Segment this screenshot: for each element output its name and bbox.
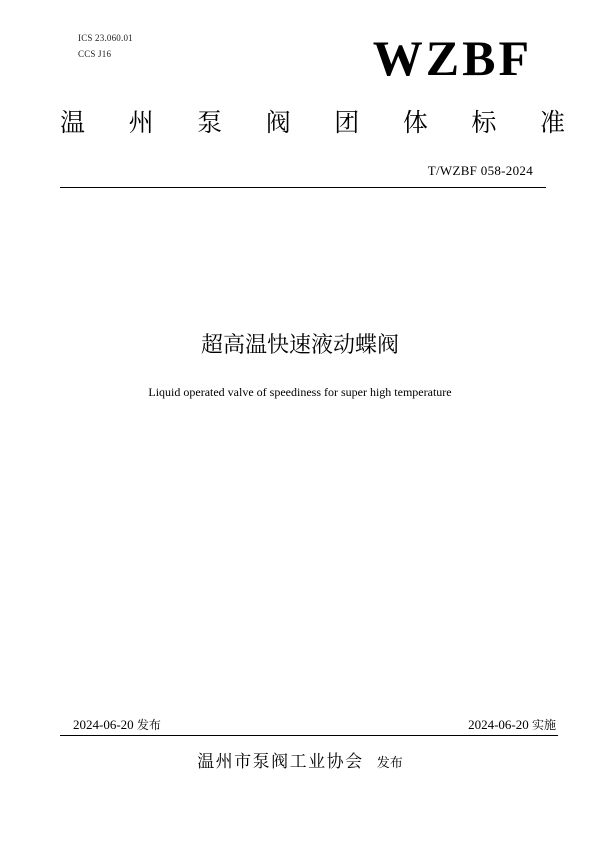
standard-type-char: 团 [334,108,360,137]
top-divider [60,187,546,188]
implement-date-line [468,716,556,734]
standard-logo: WZBF [372,30,532,86]
document-title-chinese: 超高温快速液动蝶阀 [200,333,399,358]
ccs-code: CCS J16 [78,49,112,59]
standard-type-char: 州 [128,108,154,137]
standard-type-char: 阀 [265,108,291,137]
standard-type-char: 温 [60,108,86,137]
standard-type-char: 体 [402,108,428,137]
standard-type-char: 泵 [197,108,223,137]
implement-label: 实施 [531,718,556,732]
bottom-divider [60,735,558,736]
publisher-action: 发布 [376,756,403,771]
publish-label: 发布 [136,718,161,732]
publish-date: 2024-06-20 [73,717,134,732]
publisher-name: 温州市泵阀工业协会 [197,752,364,772]
ics-code: ICS 23.060.01 [78,33,133,43]
publish-date-line [73,716,161,734]
standard-number: T/WZBF 058-2024 [427,163,533,178]
publisher-line [0,750,600,776]
implement-date: 2024-06-20 [468,717,529,732]
document-title-english: Liquid operated valve of speediness for super high temperature [148,385,452,399]
standard-type-char: 准 [539,108,565,137]
standard-type-heading [60,105,565,141]
standard-type-char: 标 [471,108,497,137]
